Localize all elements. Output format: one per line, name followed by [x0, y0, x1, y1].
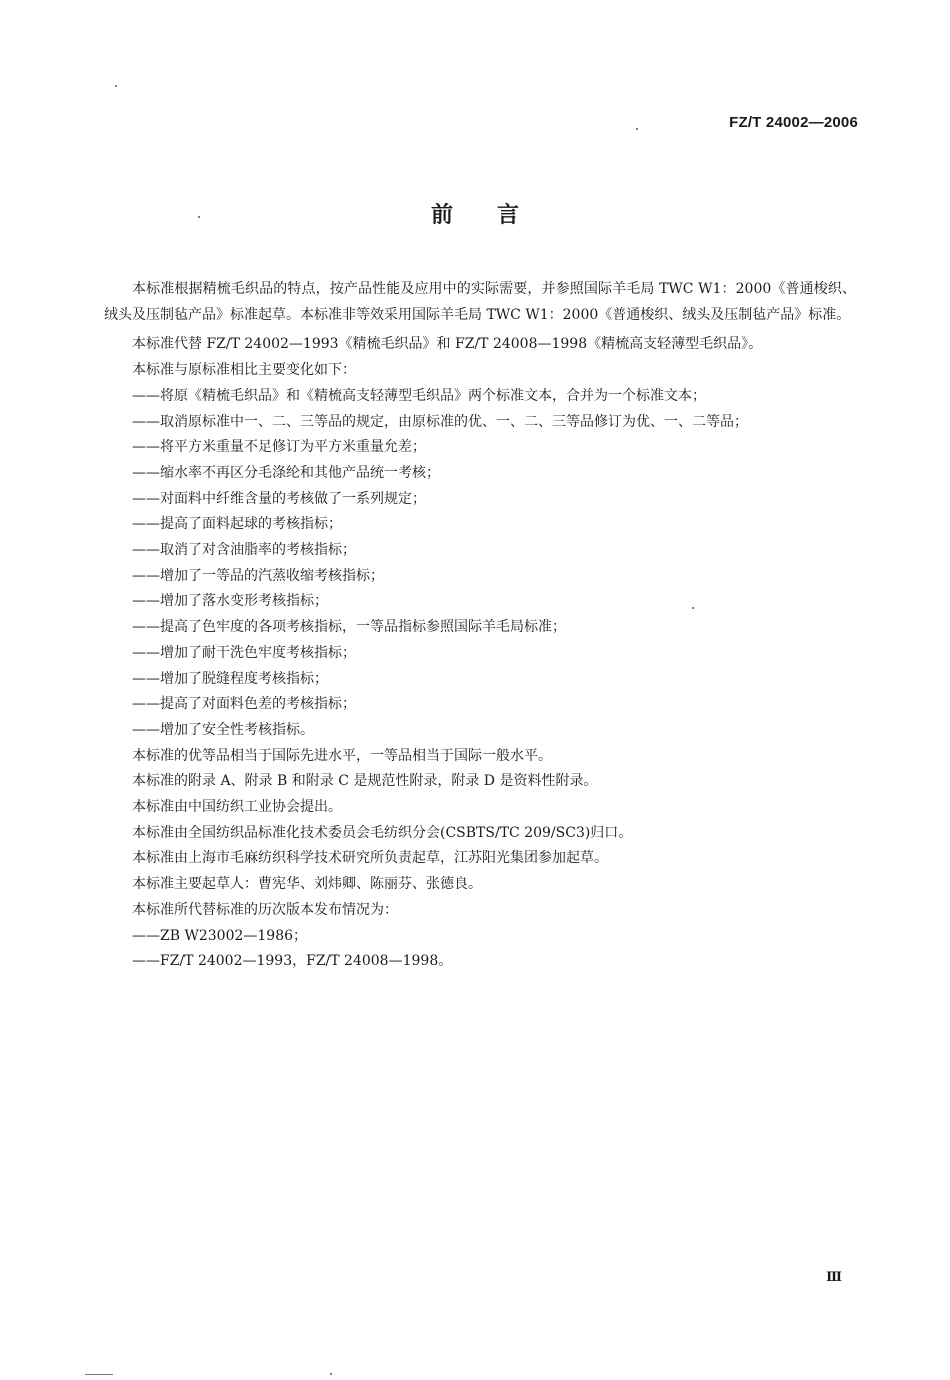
change-item: ——提高了面料起球的考核指标； — [132, 516, 342, 533]
change-item: ——将平方米重量不足修订为平方米重量允差； — [132, 439, 426, 456]
change-item: ——取消原标准中一、二、三等品的规定，由原标准的优、一、二、三等品修订为优、一、二等品； — [132, 413, 748, 430]
text-line: 本标准主要起草人：曹宪华、刘炜卿、陈丽芬、张德良。 — [132, 876, 482, 893]
change-item: ——提高了对面料色差的考核指标； — [132, 696, 356, 713]
change-item: ——对面料中纤维含量的考核做了一系列规定； — [132, 490, 426, 507]
change-item: ——提高了色牢度的各项考核指标，一等品指标参照国际羊毛局标准； — [132, 619, 566, 636]
change-item: ——增加了耐干洗色牢度考核指标； — [132, 644, 356, 661]
text-line: 本标准由全国纺织品标准化技术委员会毛纺织分会(CSBTS/TC 209/SC3)归口。 — [132, 824, 633, 841]
scan-speck — [692, 607, 694, 609]
change-item: ——取消了对含油脂率的考核指标； — [132, 542, 356, 559]
text-line: 本标准由中国纺织工业协会提出。 — [132, 799, 342, 816]
change-item: ——增加了安全性考核指标。 — [132, 721, 314, 738]
change-item: ——缩水率不再区分毛涤纶和其他产品统一考核； — [132, 464, 440, 481]
text-line: 本标准的附录 A、附录 B 和附录 C 是规范性附录，附录 D 是资料性附录。 — [132, 773, 598, 790]
text-line: 本标准由上海市毛麻纺织科学技术研究所负责起草，江苏阳光集团参加起草。 — [132, 850, 608, 867]
scan-speck — [330, 1373, 332, 1375]
intro-paragraph: 本标准根据精梳毛织品的特点，按产品性能及应用中的实际需要，并参照国际羊毛局 TWC W1：2000《普通梭织、绒头及压制毡产品》标准起草。本标准非等效采用国际羊毛局 TWC W1：2000《普通梭织、绒头及压制毡产品》标准。 — [104, 281, 856, 323]
text-line: 本标准代替 FZ/T 24002—1993《精梳毛织品》和 FZ/T 24008—1998《精梳高支轻薄型毛织品》。 — [132, 336, 763, 353]
change-item: ——将原《精梳毛织品》和《精梳高支轻薄型毛织品》两个标准文本，合并为一个标准文本； — [132, 387, 706, 404]
page-title: 前言 — [430, 203, 563, 228]
scan-speck — [198, 216, 200, 218]
page-number: Ⅲ — [826, 1270, 842, 1285]
text-line: 本标准的优等品相当于国际先进水平，一等品相当于国际一般水平。 — [132, 747, 552, 764]
version-item: ——ZB W23002—1986； — [132, 927, 308, 944]
version-item: ——FZ/T 24002—1993，FZ/T 24008—1998。 — [132, 953, 453, 970]
text-line: 本标准所代替标准的历次版本发布情况为： — [132, 901, 398, 918]
scan-mark — [85, 1374, 113, 1375]
change-item: ——增加了落水变形考核指标； — [132, 593, 328, 610]
standard-code: FZ/T 24002—2006 — [729, 114, 858, 131]
text-line: 本标准与原标准相比主要变化如下： — [132, 362, 356, 379]
scan-speck — [115, 85, 117, 87]
change-item: ——增加了脱缝程度考核指标； — [132, 670, 328, 687]
scan-speck — [636, 128, 638, 130]
change-item: ——增加了一等品的汽蒸收缩考核指标； — [132, 567, 384, 584]
foreword-body — [104, 277, 856, 975]
